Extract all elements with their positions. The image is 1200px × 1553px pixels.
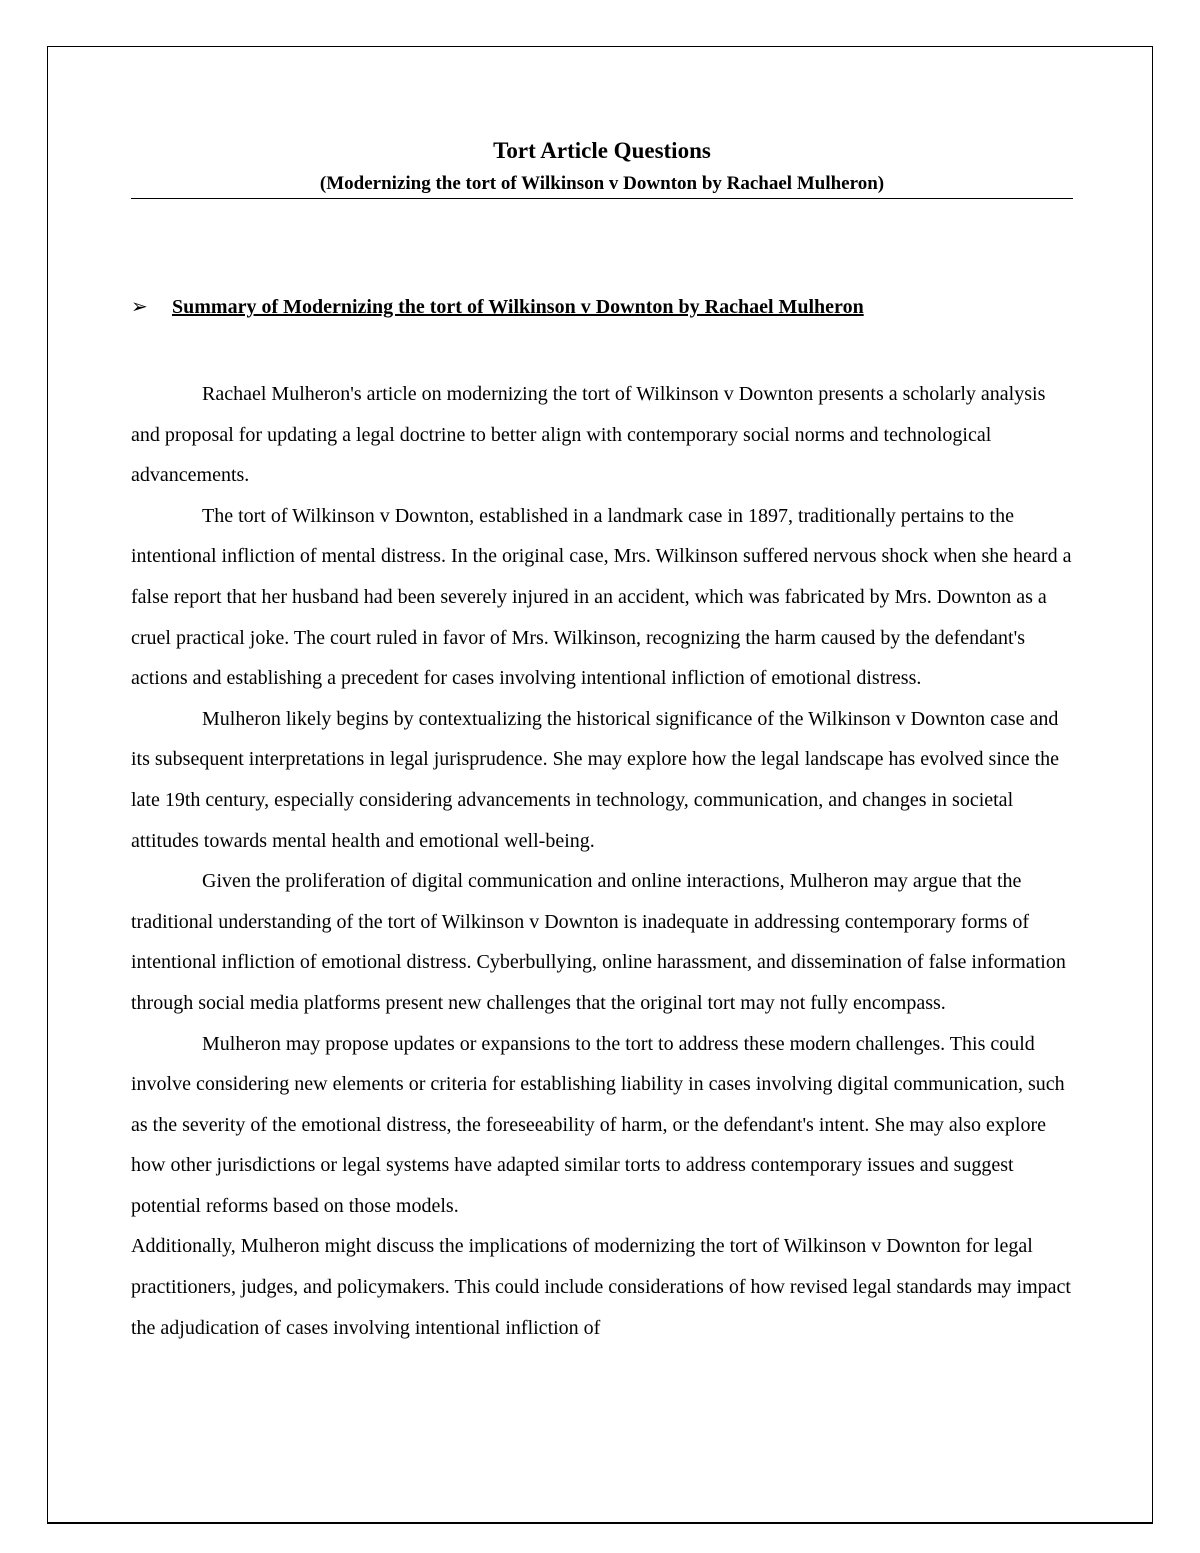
paragraph-5: Mulheron may propose updates or expansions to the tort to address these modern challenges. This could involve considering new elements or criteria for establishing liability in cases involving digital communication, such as the severity of the emotional distress, the foreseeability of harm, or the defendant's intent. She may also explore how other jurisdictions or legal systems have adapted similar torts to address contemporary issues and suggest potential reforms based on those models. [131,1032,1065,1217]
document-subtitle: (Modernizing the tort of Wilkinson v Downton by Rachael Mulheron) [131,170,1073,199]
section-heading [131,292,1073,322]
document-body [131,374,1073,1348]
document-content [131,132,1073,1348]
paragraph-2: The tort of Wilkinson v Downton, established in a landmark case in 1897, traditionally pertains to the intentional infliction of mental distress. In the original case, Mrs. Wilkinson suffered nervous shock when she heard a false report that her husband had been severely injured in an accident, which was fabricated by Mrs. Downton as a cruel practical joke. The court ruled in favor of Mrs. Wilkinson, recognizing the harm caused by the defendant's actions and establishing a precedent for cases involving intentional infliction of emotional distress. [131,504,1072,690]
arrow-bullet-icon: ➢ [131,296,148,318]
paragraph-6: Additionally, Mulheron might discuss the implications of modernizing the tort of Wilkinson v Downton for legal practitioners, judges, and policymakers. This could include considerations of how revised legal standards may impact the adjudication of cases involving intentional infliction of [131,1235,1071,1339]
paragraph-3: Mulheron likely begins by contextualizing the historical significance of the Wilkinson v Downton case and its subsequent interpretations in legal jurisprudence. She may explore how the legal landscape has evolved since the late 19th century, especially considering advancements in technology, communication, and changes in societal attitudes towards mental health and emotional well-being. [131,707,1060,852]
paragraph-4: Given the proliferation of digital communication and online interactions, Mulheron may argue that the traditional understanding of the tort of Wilkinson v Downton is inadequate in addressing contemporary forms of intentional infliction of emotional distress. Cyberbullying, online harassment, and dissemination of false information through social media platforms present new challenges that the original tort may not fully encompass. [131,870,1066,1014]
document-title: Tort Article Questions [493,138,711,163]
paragraph-1: Rachael Mulheron's article on modernizing the tort of Wilkinson v Downton presents a scholarly analysis and proposal for updating a legal doctrine to better align with contemporary social norms and technological advancements. [131,383,1046,487]
section-heading-text: Summary of Modernizing the tort of Wilkinson v Downton by Rachael Mulheron [172,296,864,318]
